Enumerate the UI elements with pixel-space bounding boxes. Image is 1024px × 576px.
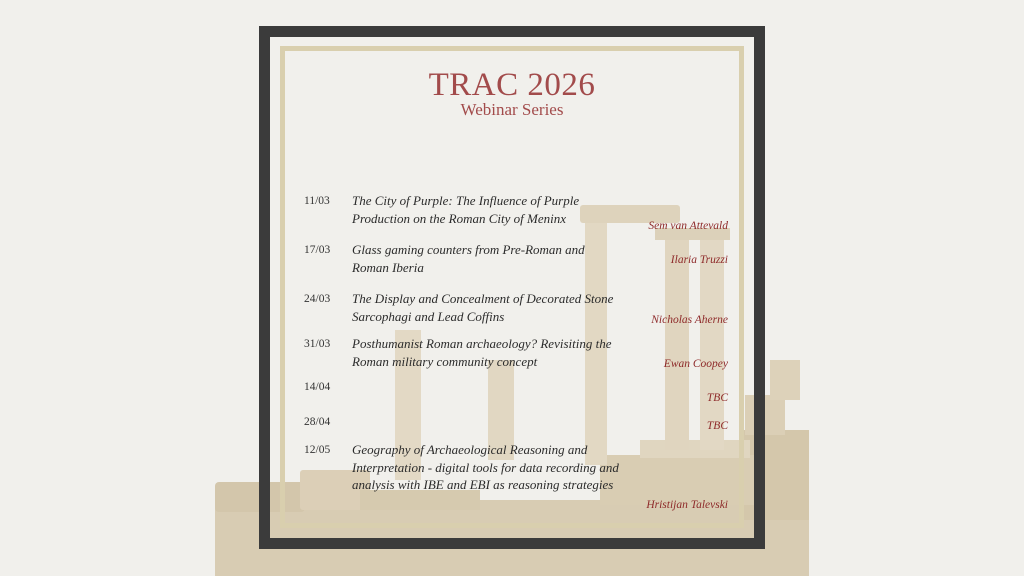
session-row	[300, 413, 728, 439]
session-row	[300, 335, 728, 375]
session-date: 17/03	[304, 244, 331, 256]
poster-subtitle: Webinar Series	[460, 100, 564, 119]
session-row	[300, 441, 728, 517]
session-speaker: TBC	[706, 420, 728, 432]
session-speaker: Hristijan Talevski	[646, 499, 728, 511]
session-talk-title: Geography of Archaeological Reasoning and Interpretation - digital tools for data recording and analysis with IBE and EBI as reasoning strategies	[352, 442, 619, 492]
session-speaker: Sem van Attevald	[648, 220, 728, 232]
session-speaker: Ewan Coopey	[663, 358, 728, 370]
session-date: 11/03	[304, 195, 330, 207]
session-row	[300, 378, 728, 410]
session-date: 14/04	[304, 381, 331, 393]
session-speaker: TBC	[706, 392, 728, 404]
session-talk-title: The Display and Concealment of Decorated Stone Sarcophagi and Lead Coffins	[352, 291, 614, 324]
session-speaker: Ilaria Truzzi	[670, 254, 728, 266]
poster-title: TRAC 2026	[428, 67, 596, 103]
session-date: 12/05	[304, 444, 331, 456]
session-talk-title: Posthumanist Roman archaeology? Revisiting the Roman military community concept	[352, 336, 612, 369]
session-row	[300, 241, 728, 281]
session-talk-title: Glass gaming counters from Pre-Roman and Roman Iberia	[352, 242, 585, 275]
session-date: 31/03	[304, 338, 331, 350]
session-talk-title: The City of Purple: The Influence of Purple Production on the Roman City of Meninx	[352, 193, 580, 226]
session-row	[300, 290, 728, 330]
session-speaker: Nicholas Aherne	[651, 314, 728, 326]
session-date: 24/03	[304, 293, 331, 305]
session-date: 28/04	[304, 416, 331, 428]
session-row	[300, 192, 728, 232]
